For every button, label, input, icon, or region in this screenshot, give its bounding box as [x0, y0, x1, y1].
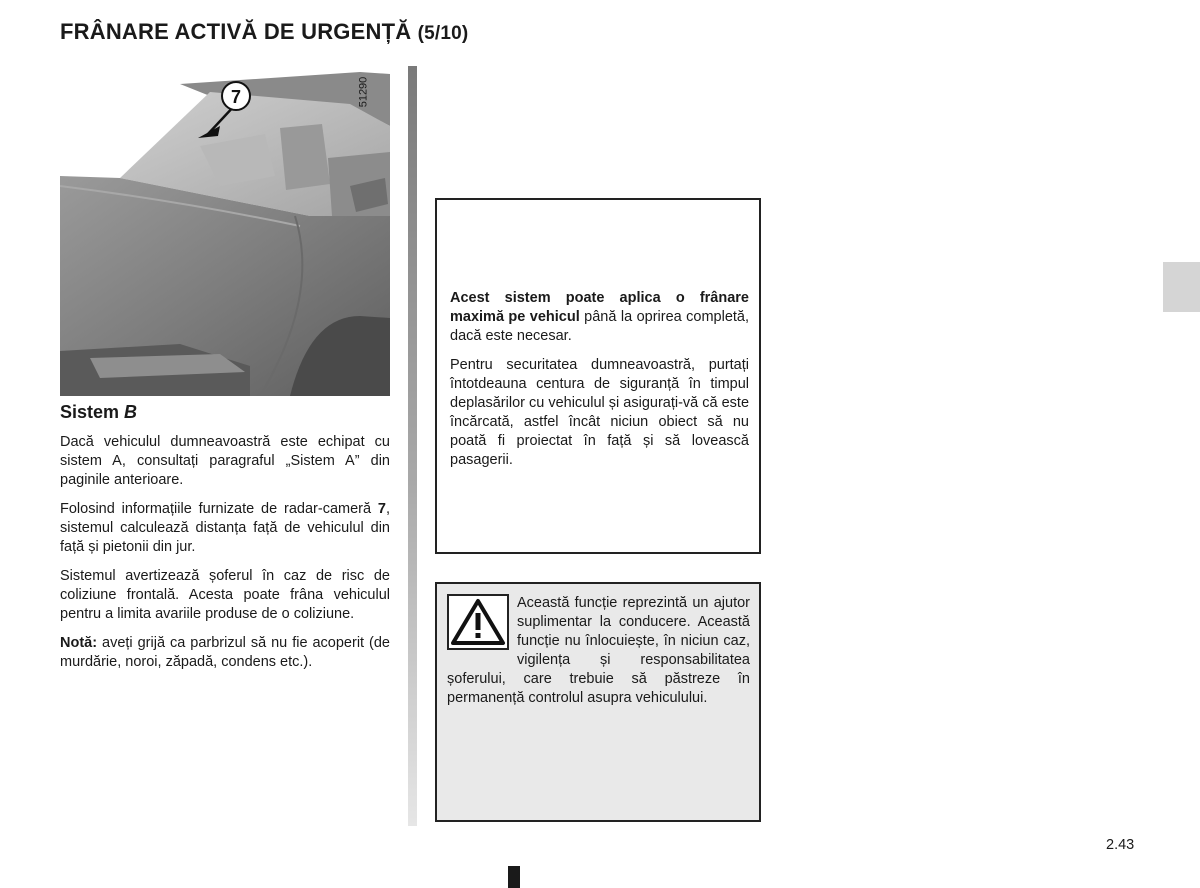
car-windshield-illustration [60, 66, 390, 396]
paragraph-4: Notă: aveți grijă ca parbrizul să nu fie acoperit (de murdărie, noroi, zăpadă, condens etc.). [60, 635, 390, 670]
paragraph-3: Sistemul avertizează șoferul în caz de risc de coliziune frontală. Acesta poate frâna vehiculul pentru a limita avariile produse de o coliziune. [60, 568, 390, 622]
callout-label: 7 [230, 87, 242, 107]
heading-letter: B [124, 402, 138, 422]
page-number: 2.43 [1106, 837, 1135, 853]
figure-code [358, 72, 380, 110]
title-page-ref: (5/10) [417, 23, 469, 44]
page-title [60, 19, 468, 45]
figure-code-text: 51290 [357, 76, 370, 108]
warning-text: Această funcție reprezintă un ajutor suplimentar la conducere. Această funcție nu înlocuiește, în niciun caz, vigilența și responsabilitatea șoferului, care trebuie să păstreze în permanență controlul asupra vehiculului. [447, 595, 750, 706]
paragraph-2: Folosind informațiile furnizate de radar-cameră 7, sistemul calculează distanța față de vehiculul din față și pietonii din jur. [60, 501, 390, 555]
heading-prefix: Sistem [60, 402, 125, 422]
paragraph-1: Dacă vehiculul dumneavoastră este echipat cu sistem A, consultați paragraful „Sistem A” din paginile anterioare. [60, 434, 390, 488]
info-box [435, 198, 761, 554]
bottom-registration-mark [508, 866, 520, 888]
chapter-side-tab [1163, 262, 1200, 312]
section-heading [60, 402, 137, 423]
info-paragraph-1: Acest sistem poate aplica o frânare maximă pe vehicul până la oprirea completă, dacă este necesar. [450, 290, 749, 344]
info-paragraph-2: Pentru securitatea dumneavoastră, purtați întotdeauna centura de siguranță în timpul deplasărilor cu vehiculul și asigurați-vă că este încărcată, astfel încât niciun obiect să nu poată fi proiectat în față și să lovească pasagerii. [450, 357, 750, 468]
left-text-column [60, 433, 390, 682]
warning-box [435, 582, 761, 822]
title-text: FRÂNARE ACTIVĂ DE URGENȚĂ [60, 19, 412, 44]
column-divider [408, 66, 417, 826]
